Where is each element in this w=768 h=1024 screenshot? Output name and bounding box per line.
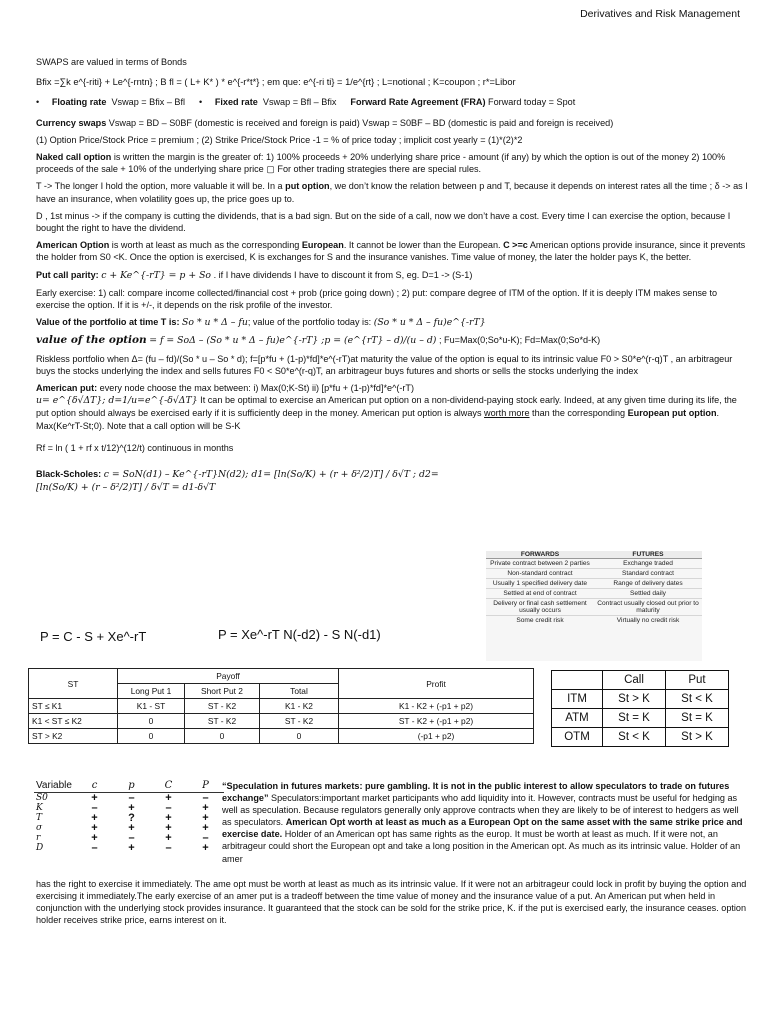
effect-cell: + bbox=[165, 792, 172, 804]
worth-more: worth more bbox=[484, 408, 530, 419]
effect-cell: + bbox=[91, 832, 98, 844]
pcp-formula: c + Ke^{-rT} = p + So bbox=[101, 269, 212, 281]
ff-forward-cell: Delivery or final cash settlement usually occurs bbox=[493, 600, 587, 614]
variable-header-row bbox=[34, 779, 224, 793]
speculation-continuation: has the right to exercise it immediately. The ame opt must be worth at least as much as its intrinsic value. If it were not an arbitrageur could lock in profit by buying the option and exercising it immediately.The early exercise of an amer put is a tradeoff between the time value of money and the insurance value of a put. An American put when held in conjunction with the underlying stock provides insurance. It guaranteed that the stock can be sold for the strike price, K. if the put is exercised early, the insurance ceases. option holder receives strike price, earns interest on it. bbox=[36, 879, 747, 926]
moneyness-header-call: Call bbox=[603, 671, 666, 690]
effect-cell: – bbox=[128, 832, 135, 844]
d-paragraph: D , 1st minus -> if the company is cutting the dividends, that is a bad sign. But on the side of a call, now we don’t have a cost. Every time I can exercise the option, because I bought the right to have the dividend. bbox=[36, 210, 731, 234]
payoff-cell: 0 bbox=[260, 729, 339, 744]
fixed-eq: Vswap = Bfl – Bfix bbox=[262, 97, 337, 108]
moneyness-cell: St > K bbox=[666, 728, 729, 747]
payoff-sub-total: Total bbox=[260, 684, 339, 699]
payoff-cell: (-p1 + p2) bbox=[339, 729, 534, 744]
european-put: European put option bbox=[627, 408, 717, 419]
pcp-lead: Put call parity: bbox=[36, 269, 99, 280]
fra-label: Forward Rate Agreement (FRA) bbox=[350, 97, 486, 108]
effect-cell: – bbox=[165, 802, 172, 814]
effect-cell: – bbox=[202, 832, 209, 844]
amput-line-3: than the corresponding bbox=[529, 408, 628, 419]
value-option-tail: ; Fu=Max(0;So*u-K); Fd=Max(0;So*d-K) bbox=[436, 335, 601, 346]
table-row bbox=[29, 729, 534, 744]
payoff-cell: ST > K2 bbox=[29, 729, 118, 744]
page-header: Derivatives and Risk Management bbox=[580, 8, 740, 20]
payoff-cell: K1 - ST bbox=[118, 699, 185, 714]
ff-forward-cell: Some credit risk bbox=[516, 617, 564, 624]
ff-future-cell: Virtually no credit risk bbox=[616, 617, 680, 624]
effect-cell: – bbox=[128, 792, 135, 804]
ff-row bbox=[486, 599, 702, 616]
floating-item: • Floating rate Vswap = Bfix – Bfl bbox=[36, 97, 186, 108]
moneyness-cell: St < K bbox=[666, 690, 729, 709]
moneyness-table bbox=[551, 670, 729, 747]
ff-forward-cell: Non-standard contract bbox=[507, 570, 573, 577]
moneyness-corner bbox=[552, 671, 603, 690]
variable-name: S0 bbox=[36, 793, 48, 803]
portfolio-value bbox=[36, 316, 748, 329]
amput-line-4: . Max(Ke^rT-St;0). Note that a call option will be S-K bbox=[36, 408, 720, 431]
table-row bbox=[552, 728, 729, 747]
table-row bbox=[552, 690, 729, 709]
put-equation-1: P = C - S + Xe^-rT bbox=[40, 629, 147, 644]
ff-header-futures: FUTURES bbox=[632, 551, 664, 558]
payoff-cell: 0 bbox=[118, 714, 185, 729]
value-option-lead: value of the option bbox=[36, 334, 147, 347]
payoff-header-row bbox=[29, 669, 534, 684]
effect-cell: – bbox=[165, 842, 172, 854]
payoff-cell: ST - K2 bbox=[185, 714, 260, 729]
currency-eq: Vswap = BD – S0BF (domestic is received and foreign is paid) Vswap = S0BF – BD (domestic is paid and foreign is received) bbox=[108, 117, 614, 128]
variable-name: T bbox=[36, 813, 43, 823]
american-option bbox=[36, 239, 748, 263]
put-call-parity bbox=[36, 269, 748, 282]
american-lead: American Option bbox=[36, 240, 110, 251]
ff-header bbox=[486, 551, 702, 559]
table-row bbox=[34, 843, 224, 853]
ff-header-forwards: FORWARDS bbox=[520, 551, 560, 558]
fra-eq: Forward today = Spot bbox=[488, 97, 576, 108]
portfolio-lead: Value of the portfolio at time T is: bbox=[36, 317, 180, 328]
american-t1: is worth at least as much as the corresponding bbox=[109, 240, 302, 251]
notes-body bbox=[36, 56, 748, 499]
rf-line: Rf = ln ( 1 + rf x t/12)^(12/t) continuous in months bbox=[36, 442, 234, 453]
fixed-label: Fixed rate bbox=[214, 97, 258, 108]
black-scholes bbox=[36, 468, 476, 494]
pcp-text: . if I have dividends I have to discount it from S, eg. D=1 -> (S-1) bbox=[211, 269, 473, 280]
t-text-2: , we don’t know the relation between p and T, because it depends on interest rates all the time ; δ -> as I have an insurance, when volatility goes up, the price goes up to. bbox=[36, 181, 748, 204]
effect-cell: + bbox=[128, 822, 135, 834]
payoff-header-payoff: Payoff bbox=[118, 669, 339, 684]
effect-cell: + bbox=[202, 842, 209, 854]
ff-future-cell: Exchange traded bbox=[623, 560, 673, 567]
variable-header-c: c bbox=[91, 780, 98, 791]
payoff-cell: 0 bbox=[118, 729, 185, 744]
swap-rates-line bbox=[36, 96, 748, 108]
early-exercise: Early exercise: 1) call: compare income collected/financial cost + prob (price going down) ; 2) put: compare degree of ITM of the option. If it is deeply ITM makes sense to exercise the option. If it is +/-, it depends on the risk profile of the investor. bbox=[36, 287, 718, 311]
currency-label: Currency swaps bbox=[36, 117, 107, 128]
payoff-cell: 0 bbox=[185, 729, 260, 744]
payoff-cell: K1 < ST ≤ K2 bbox=[29, 714, 118, 729]
variable-header: Variable bbox=[36, 780, 72, 791]
ff-row bbox=[486, 579, 702, 589]
american-t3: American options provide insurance, since it prevents the holder from S0 <K. Once the option is exercised, K is exchanges for S and the insurance vanishes. Time value of money, the later the holder pays K, the better. bbox=[36, 240, 746, 263]
bfix-formula: Bfix =∑k e^{-riti} + Le^{-rntn} ; B fl = ( L+ K* ) * e^{-r*t*} ; em que: e^{-ri ti} = 1/e^{rt} ; L=notional ; K=coupon ; r*=Libor bbox=[36, 77, 516, 88]
bs-formula: c = SoN(d1) – Ke^{-rT}N(d2); d1= [ln(So/K) + (r + δ²/2)T] / δ√T ; d2= [ln(So/K) + (r – δ²/2)T] / δ√T = d1-δ√T bbox=[36, 469, 439, 494]
u-d-paragraph bbox=[36, 394, 748, 432]
bs-lead: Black-Scholes: bbox=[36, 469, 102, 480]
riskless-portfolio: Riskless portfolio when Δ= (fu – fd)/(So * u – So * d); f=[p*fu + (1-p)*fd]*e^(-rT)at maturity the value of the option is equal to its intrinsic value F0 > S0*e^(r-q)T , an arbitrageur buys the stocks underlying the index and sells futures F0 < S0*e^(r-q)T, an arbitrageur buys futures and shorts or sells the stocks underlying the index bbox=[36, 353, 733, 376]
fra-item bbox=[350, 96, 575, 108]
forwards-futures-table bbox=[486, 551, 702, 661]
speculation-text-1: Speculators:important market participants who add liquidity into it. However, contracts must be useful for hedging as well as speculation. Because regulators generally only approve contracts when they are likely to be of interest to hedgers as well as speculators. bbox=[222, 793, 739, 828]
american-cc: C >=c bbox=[503, 240, 528, 251]
swaps-title: SWAPS are valued in terms of Bonds bbox=[36, 57, 187, 67]
moneyness-label: ATM bbox=[552, 709, 603, 728]
variable-effects-table bbox=[34, 779, 224, 853]
variable-name: σ bbox=[36, 823, 43, 833]
moneyness-cell: St > K bbox=[603, 690, 666, 709]
payoff-cell: K1 - K2 bbox=[260, 699, 339, 714]
t-paragraph bbox=[36, 180, 748, 204]
moneyness-label: ITM bbox=[552, 690, 603, 709]
ff-row bbox=[486, 569, 702, 579]
payoff-header-st: ST bbox=[29, 669, 118, 699]
effect-cell: + bbox=[165, 822, 172, 834]
table-row bbox=[29, 714, 534, 729]
moneyness-cell: St = K bbox=[603, 709, 666, 728]
naked-call-text: is written the margin is the greater of: 1) 100% proceeds + 20% underlying share price - amount (if any) by which the option is out of the money 2) 100% proceeds of the sale + 10% of the underlying share price ▢ For other trading strategies there are special rules. bbox=[36, 152, 726, 175]
effect-cell: + bbox=[165, 812, 172, 824]
moneyness-header-put: Put bbox=[666, 671, 729, 690]
payoff-cell: ST - K2 bbox=[260, 714, 339, 729]
naked-call-lead: Naked call option bbox=[36, 152, 112, 163]
moneyness-cell: St < K bbox=[603, 728, 666, 747]
t-text-1: T -> The longer I hold the option, more valuable it will be. In a bbox=[36, 181, 286, 192]
portfolio-formula-1: So * u * Δ – fu bbox=[182, 317, 248, 329]
ff-future-cell: Settled daily bbox=[630, 590, 666, 597]
moneyness-cell: St = K bbox=[666, 709, 729, 728]
payoff-cell: ST ≤ K1 bbox=[29, 699, 118, 714]
effect-cell: + bbox=[202, 802, 209, 814]
portfolio-formula-2: (So * u * Δ – fu)e^{-rT} bbox=[373, 317, 486, 329]
effect-cell: + bbox=[128, 842, 135, 854]
ff-row bbox=[486, 616, 702, 625]
floating-eq: Vswap = Bfix – Bfl bbox=[111, 97, 186, 108]
variable-name: D bbox=[36, 843, 44, 853]
variable-name: r bbox=[36, 833, 41, 843]
ff-future-cell: Standard contract bbox=[621, 570, 675, 577]
effect-cell: – bbox=[91, 802, 98, 814]
portfolio-mid: ; value of the portfolio today is: bbox=[247, 317, 372, 328]
american-put bbox=[36, 382, 748, 394]
speculation-american-bold: American Opt worth at least as much as a European Opt on the same asset with the same strike price and exercise date. bbox=[222, 817, 743, 840]
floating-label: Floating rate bbox=[51, 97, 107, 108]
ff-row bbox=[486, 589, 702, 599]
value-option-formula: = f = SoΔ – (So * u * Δ – fu)e^{-rT} ;p = (e^{rT} – d)/(u – d) bbox=[149, 335, 437, 347]
variable-header-C: C bbox=[164, 780, 173, 791]
currency-swaps bbox=[36, 117, 748, 129]
amput-lead: American put: bbox=[36, 383, 98, 394]
moneyness-header-row bbox=[552, 671, 729, 690]
ff-row bbox=[486, 559, 702, 569]
naked-call bbox=[36, 151, 748, 175]
payoff-cell: ST - K2 bbox=[185, 699, 260, 714]
moneyness-label: OTM bbox=[552, 728, 603, 747]
variable-name: K bbox=[36, 803, 43, 813]
speculation-lead: “Speculation in futures markets: pure gambling. It is not in the public interest to allow speculators to trade on futures exchange” bbox=[222, 781, 730, 804]
effect-cell: – bbox=[91, 842, 98, 854]
amput-line-2: It can be optimal to exercise an American put option on a non-dividend-paying stock early. Indeed, at any given time during its life, the put option should always be exercised early if it is sufficiently deep in the money. American put option is always bbox=[36, 395, 737, 419]
ff-forward-cell: Settled at end of contract bbox=[503, 590, 577, 597]
effect-cell: + bbox=[91, 812, 98, 824]
effect-cell: + bbox=[91, 822, 98, 834]
table-row bbox=[552, 709, 729, 728]
fixed-item: • Fixed rate Vswap = Bfl – Bfix bbox=[199, 97, 337, 108]
amput-text: every node choose the max between: i) Max(0;K-St) ii) [p*fu + (1-p)*fd]*e^(-rT) bbox=[97, 383, 415, 394]
t-put-option: put option bbox=[285, 181, 330, 192]
variable-header-P: P bbox=[202, 780, 209, 791]
effect-cell: + bbox=[202, 812, 209, 824]
effect-cell: + bbox=[202, 822, 209, 834]
put-equation-2: P = Xe^-rT N(-d2) - S N(-d1) bbox=[218, 627, 381, 642]
ff-forward-cell: Private contract between 2 parties bbox=[490, 560, 590, 567]
payoff-sub-short: Short Put 2 bbox=[185, 684, 260, 699]
speculation-text-2: Holder of an American opt has same rights as the europ. It must be worth at least as much. If it were not, an arbitrageur could short the European opt and take a long position in the American opt. As much as its intrinsic value. Holder of an amer bbox=[222, 829, 741, 864]
effect-cell: + bbox=[165, 832, 172, 844]
american-eu: European bbox=[301, 240, 344, 251]
value-of-option bbox=[36, 334, 748, 347]
american-t2: . It cannot be lower than the European. bbox=[343, 240, 504, 251]
ff-future-cell: Contract usually closed out prior to maturity bbox=[597, 600, 699, 614]
u-d-formula: u= e^{δ√ΔT}; d=1/u=e^{-δ√ΔT} bbox=[36, 395, 198, 407]
table-row bbox=[29, 699, 534, 714]
ff-forward-cell: Usually 1 specified delivery date bbox=[492, 580, 588, 587]
effect-cell: – bbox=[202, 792, 209, 804]
payoff-sub-long: Long Put 1 bbox=[118, 684, 185, 699]
payoff-cell: K1 - K2 + (-p1 + p2) bbox=[339, 699, 534, 714]
effect-cell: + bbox=[128, 802, 135, 814]
payoff-cell: ST - K2 + (-p1 + p2) bbox=[339, 714, 534, 729]
effect-cell: ? bbox=[128, 812, 135, 824]
payoff-table bbox=[28, 668, 534, 744]
ff-future-cell: Range of delivery dates bbox=[613, 580, 683, 587]
variable-header-p: p bbox=[128, 780, 135, 791]
payoff-header-profit: Profit bbox=[339, 669, 534, 699]
effect-cell: + bbox=[91, 792, 98, 804]
option-price-line: (1) Option Price/Stock Price = premium ; (2) Strike Price/Stock Price -1 = % of price today ; implicit cost yearly = (1)*(2)*2 bbox=[36, 134, 523, 145]
speculation-paragraph bbox=[222, 780, 744, 865]
